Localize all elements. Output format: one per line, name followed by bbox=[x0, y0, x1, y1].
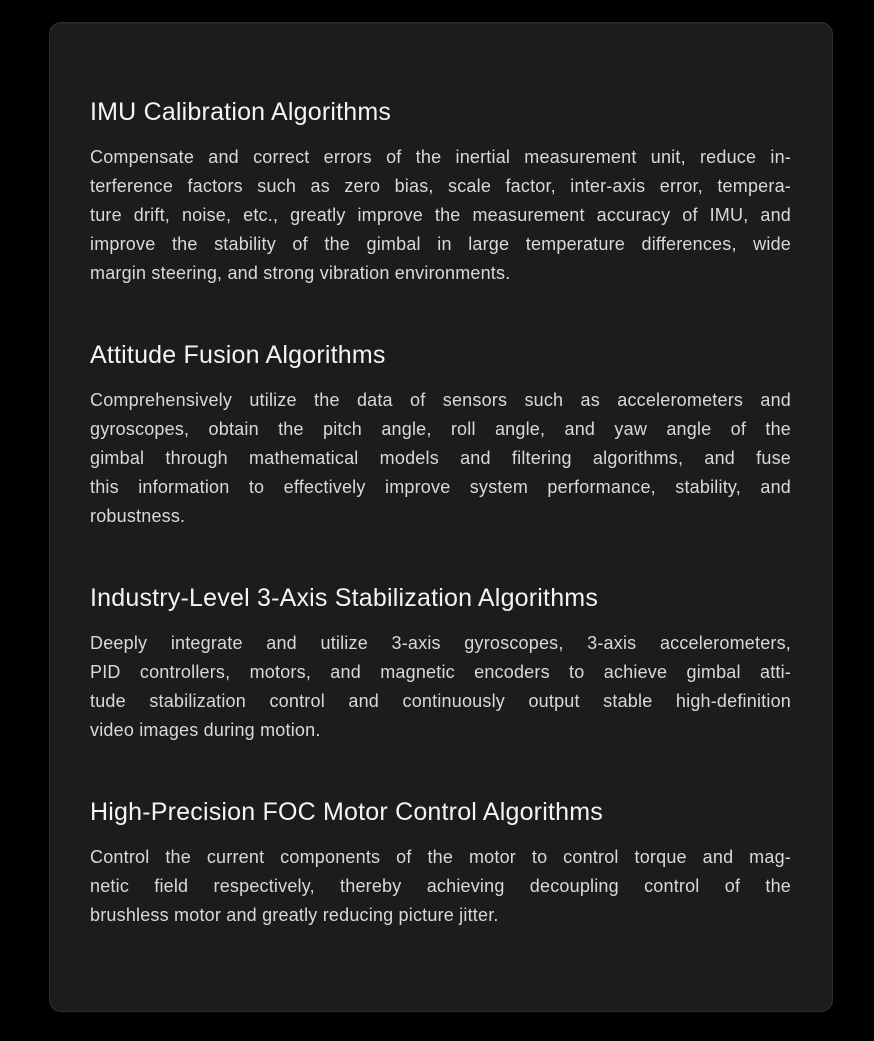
body-line: gimbal through mathematical models and filtering algorithms, and fuse bbox=[90, 448, 791, 468]
body-line: Deeply integrate and utilize 3-axis gyroscopes, 3-axis accelerometers, bbox=[90, 633, 791, 653]
section-body bbox=[90, 143, 791, 288]
body-line: margin steering, and strong vibration environments. bbox=[90, 263, 511, 283]
body-line: Compensate and correct errors of the inertial measurement unit, reduce in- bbox=[90, 147, 791, 167]
body-line: video images during motion. bbox=[90, 720, 321, 740]
body-line: terference factors such as zero bias, scale factor, inter-axis error, tempera- bbox=[90, 176, 791, 196]
section-heading: Industry-Level 3-Axis Stabilization Algorithms bbox=[90, 584, 599, 612]
body-line: tude stabilization control and continuously output stable high-definition bbox=[90, 691, 791, 711]
body-line: improve the stability of the gimbal in large temperature differences, wide bbox=[90, 234, 791, 254]
body-line: this information to effectively improve system performance, stability, and bbox=[90, 477, 791, 497]
section-body bbox=[90, 843, 791, 930]
body-line: robustness. bbox=[90, 506, 186, 526]
section-body bbox=[90, 629, 791, 745]
section-foc-motor-control bbox=[90, 797, 791, 930]
section-heading: IMU Calibration Algorithms bbox=[90, 98, 392, 126]
body-line: brushless motor and greatly reducing picture jitter. bbox=[90, 905, 499, 925]
body-line: Comprehensively utilize the data of sensors such as accelerometers and bbox=[90, 390, 791, 410]
body-line: PID controllers, motors, and magnetic encoders to achieve gimbal atti- bbox=[90, 662, 791, 682]
content-card bbox=[49, 22, 833, 1012]
body-line: Control the current components of the motor to control torque and mag- bbox=[90, 847, 791, 867]
body-line: gyroscopes, obtain the pitch angle, roll angle, and yaw angle of the bbox=[90, 419, 791, 439]
body-line: ture drift, noise, etc., greatly improve the measurement accuracy of IMU, and bbox=[90, 205, 791, 225]
section-attitude-fusion bbox=[90, 340, 791, 531]
section-3-axis-stabilization bbox=[90, 583, 791, 745]
section-heading: Attitude Fusion Algorithms bbox=[90, 341, 386, 369]
section-heading: High-Precision FOC Motor Control Algorithms bbox=[90, 798, 603, 826]
body-line: netic field respectively, thereby achieving decoupling control of the bbox=[90, 876, 791, 896]
section-body bbox=[90, 386, 791, 531]
section-imu-calibration bbox=[90, 97, 791, 288]
